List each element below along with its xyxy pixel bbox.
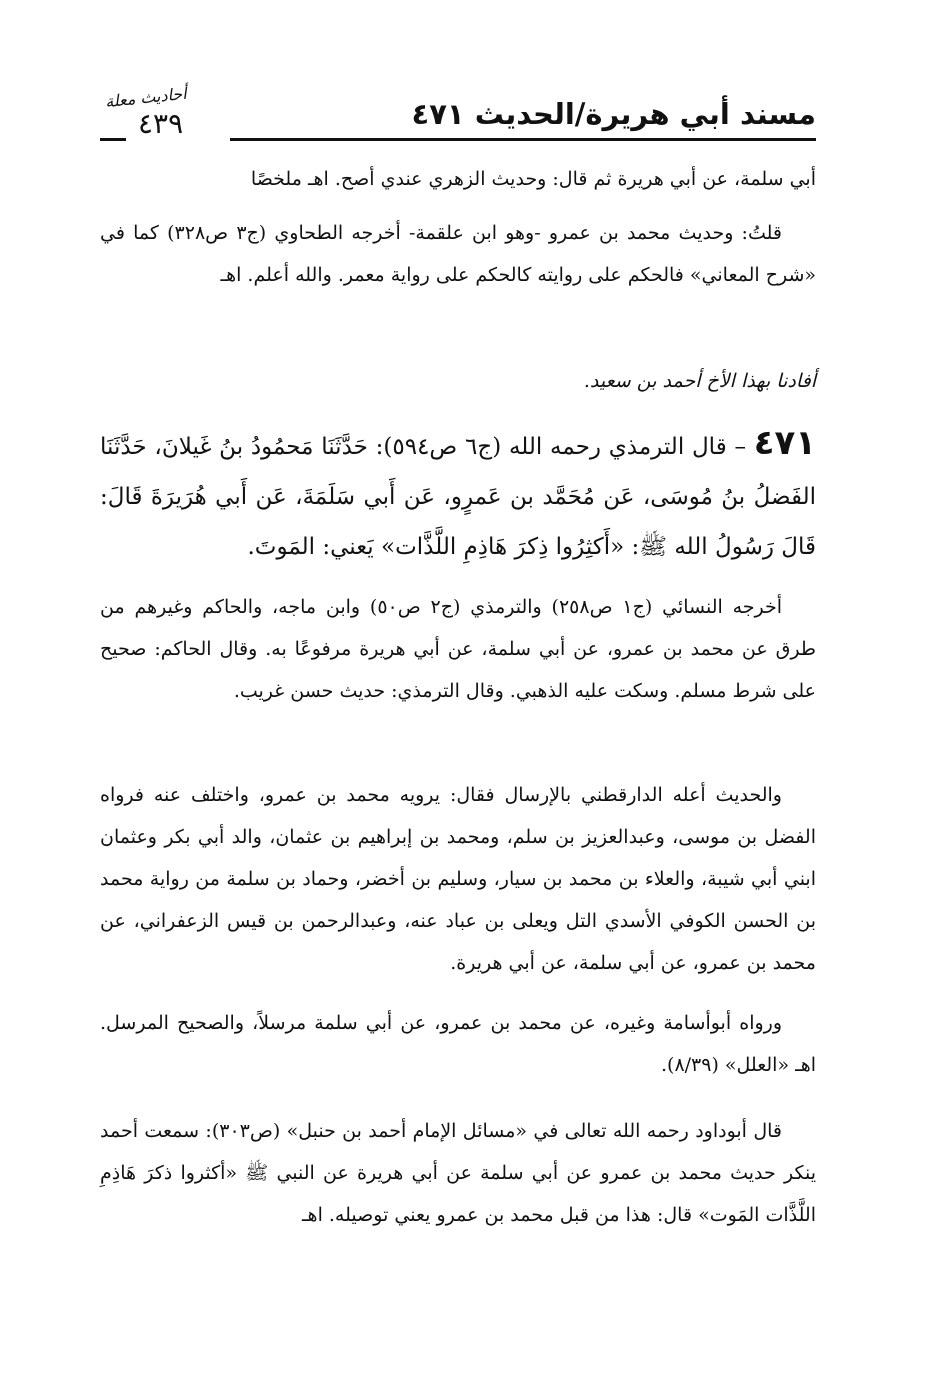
paragraph-continuation <box>100 158 816 200</box>
paragraph-text: أخرجه النسائي (ج١ ص٢٥٨) والترمذي (ج٢ ص٥٠) وابن ماجه، والحاكم وغيرهم من طرق عن محمد بن عمرو، عن أبي سلمة، عن أبي هريرة مرفوعًا به. وقال الحاكم: صحيح على شرط مسلم. وسكت عليه الذهبي. وقال الترمذي: حديث حسن غريب. <box>100 596 816 702</box>
paragraph-text: قلتُ: وحديث محمد بن عمرو -وهو ابن علقمة- أخرجه الطحاوي (ج٣ ص٣٢٨) كما في «شرح المعاني» فالحكم على روايته كالحكم على رواية معمر. والله أعلم. اهـ <box>100 222 816 286</box>
acknowledgement-note: أفادنا بهذا الأخ أحمد بن سعيد. <box>583 370 816 392</box>
paragraph-author-remark <box>100 212 816 296</box>
paragraph-text: أبي سلمة، عن أبي هريرة ثم قال: وحديث الزهري عندي أصح. اهـ ملخصًا <box>250 168 816 190</box>
hadith-text: – قال الترمذي رحمه الله (ج٦ ص٥٩٤): حَدَّثَنَا مَحمُودُ بنُ غَيلانَ، حَدَّثَنَا الفَضلُ بنُ مُوسَى، عَن مُحَمَّد بن عَمرٍو، عَن أَبي سَلَمَةَ، عَن أَبي هُرَيرَةَ قَالَ: قَالَ رَسُولُ الله ﷺ: «أَكثِرُوا ذِكرَ هَاذِمِ اللَّذَّات» يَعني: المَوتَ. <box>100 434 816 560</box>
hadith-entry <box>100 418 816 572</box>
paragraph-mursal <box>100 1002 816 1086</box>
note-line <box>100 360 816 402</box>
header-rule <box>230 138 816 141</box>
paragraph-text: ورواه أبوأسامة وغيره، عن محمد بن عمرو، عن أبي سلمة مرسلاً، والصحيح المرسل. اهـ «العلل» (٨/٣٩). <box>100 1012 816 1076</box>
hadith-number: ٤٧١ <box>753 423 817 463</box>
paragraph-abu-dawud <box>100 1110 816 1236</box>
page-header <box>100 78 816 148</box>
paragraph-text: قال أبوداود رحمه الله تعالى في «مسائل الإمام أحمد بن حنبل» (ص٣٠٣): سمعت أحمد ينكر حديث محمد بن عمرو عن أبي سلمة عن أبي هريرة عن النبي ﷺ «أكثروا ذكرَ هَاذِمِ اللَّذَّات المَوت» قال: هذا من قبل محمد بن عمرو يعني توصيله. اهـ <box>100 1120 816 1226</box>
header-rule-left <box>100 138 126 141</box>
page-number: ٤٣٩ <box>138 107 184 140</box>
paragraph-text: والحديث أعله الدارقطني بالإرسال فقال: يرويه محمد بن عمرو، واختلف عنه فرواه الفضل بن موسى، وعبدالعزيز بن سلم، ومحمد بن إبراهيم بن عثمان، والد أبي بكر وعثمان ابني أبي شيبة، والعلاء بن محمد بن سيار، وسليم بن أخضر، وحماد بن سلمة من رواية محمد بن الحسن الكوفي الأسدي التل ويعلى بن عباد عنه، وعبدالرحمن بن قيس الزعفراني، عن محمد بن عمرو، عن أبي سلمة، عن أبي هريرة. <box>100 784 816 974</box>
paragraph-takhrij <box>100 586 816 712</box>
handwritten-annotation: أحاديث معلة <box>104 83 188 112</box>
paragraph-daraqutni <box>100 774 816 984</box>
running-title: مسند أبي هريرة/الحديث ٤٧١ <box>411 97 816 131</box>
